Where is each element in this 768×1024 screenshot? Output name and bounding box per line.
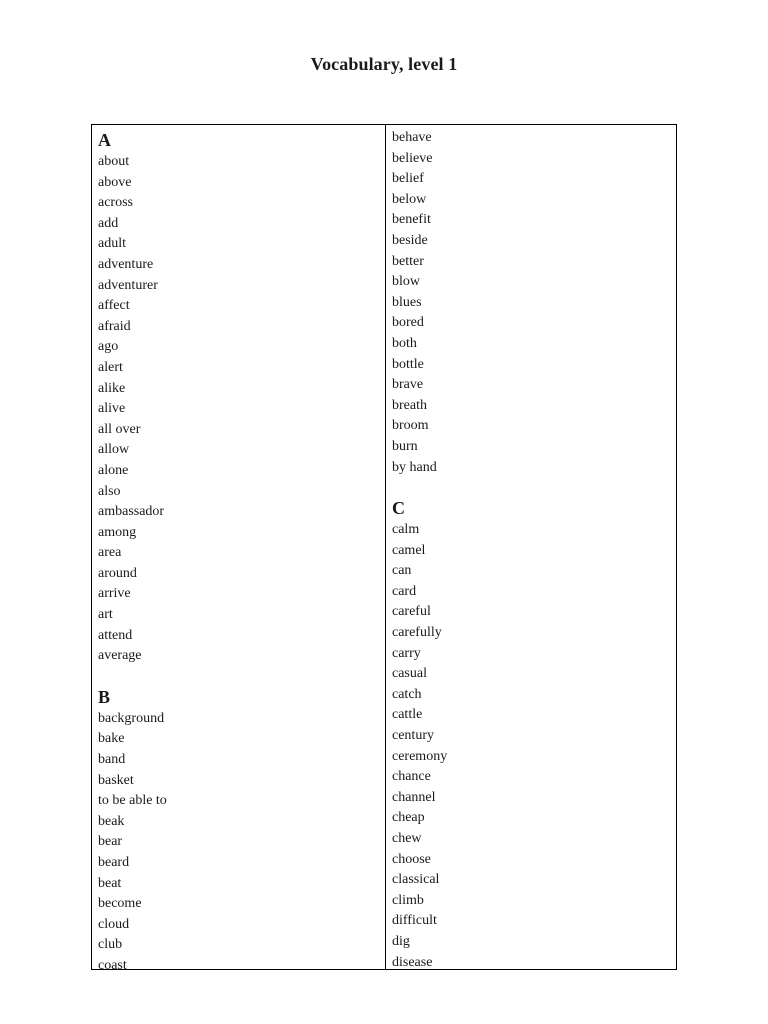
vocab-word: alert [98, 359, 123, 375]
vocab-word: catch [392, 686, 422, 702]
vocab-word: classical [392, 872, 440, 888]
vocab-word: among [98, 524, 137, 540]
vocab-word: careful [392, 604, 431, 620]
vocab-word: camel [392, 542, 426, 558]
vocab-word: coast [98, 957, 127, 973]
vocab-word: afraid [98, 318, 131, 334]
page-title: Vocabulary, level 1 [310, 54, 458, 74]
vocab-word: brave [392, 377, 424, 393]
vocab-word: casual [392, 666, 427, 682]
vocab-word: adult [98, 236, 126, 252]
vocab-word: century [392, 728, 434, 744]
section-divider [98, 667, 385, 685]
vocab-word: behave [392, 130, 432, 145]
vocab-word: blow [392, 274, 420, 290]
right-column [386, 125, 676, 969]
word-list-b-continued [392, 128, 676, 478]
left-column [92, 125, 386, 973]
vocab-word: below [392, 191, 427, 207]
vocab-word: ceremony [392, 748, 448, 764]
vocab-word: calm [392, 522, 420, 538]
vocab-word: channel [392, 789, 436, 805]
vocab-word: adventure [98, 256, 154, 272]
vocab-word: choose [392, 851, 431, 867]
vocab-word: cattle [392, 707, 423, 723]
vocab-word: art [98, 607, 113, 623]
vocab-word: alive [98, 401, 126, 417]
vocab-word: also [98, 483, 121, 499]
vocab-word: card [392, 583, 417, 599]
vocab-word: difficult [392, 913, 437, 929]
vocab-word: dig [392, 933, 410, 949]
vocab-word: basket [98, 772, 134, 788]
vocab-word: ago [98, 339, 119, 355]
vocab-word: become [98, 896, 142, 912]
vocab-word: broom [392, 418, 429, 434]
vocab-word: about [98, 154, 130, 169]
vocab-word: alone [98, 462, 129, 478]
vocab-word: cloud [98, 916, 130, 932]
vocab-word: beat [98, 875, 122, 891]
vocab-word: affect [98, 298, 130, 314]
vocab-word: climb [392, 892, 424, 908]
vocab-word: band [98, 752, 126, 768]
vocab-word: better [392, 253, 424, 269]
vocab-word: above [98, 174, 132, 190]
section-letter-a: A [98, 130, 111, 150]
word-list-a [98, 152, 385, 667]
vocab-word: background [98, 710, 165, 726]
vocab-word: beak [98, 813, 125, 829]
vocab-word: across [98, 195, 133, 211]
vocab-word: arrive [98, 586, 131, 602]
section-letter-b: B [98, 686, 111, 707]
section-letter-c: C [392, 498, 405, 519]
vocab-word: adventurer [98, 277, 158, 293]
vocab-word: average [98, 648, 142, 664]
vocab-word: allow [98, 442, 130, 458]
vocab-word: club [98, 937, 123, 953]
vocab-word: chance [392, 769, 431, 785]
vocab-word: area [98, 545, 122, 561]
word-list-c [392, 520, 676, 973]
vocab-word: add [98, 215, 119, 231]
vocab-word: can [392, 563, 412, 579]
vocab-word: around [98, 565, 137, 581]
word-list-b [98, 709, 385, 977]
vocab-word: believe [392, 150, 433, 166]
vocab-word: breath [392, 397, 427, 413]
vocab-word: burn [392, 438, 418, 454]
vocab-word: alike [98, 380, 126, 396]
vocab-word: disease [392, 954, 433, 970]
vocab-word: ambassador [98, 504, 165, 520]
vocab-word: all over [98, 421, 141, 437]
vocab-word: both [392, 335, 417, 351]
vocab-word: to be able to [98, 793, 167, 809]
vocab-word: carefully [392, 625, 442, 641]
vocab-word: cheap [392, 810, 425, 826]
vocab-word: belief [392, 171, 424, 187]
vocab-word: bake [98, 731, 125, 747]
vocab-word: bored [392, 315, 424, 331]
vocab-word: bear [98, 834, 123, 850]
section-divider [392, 478, 676, 496]
vocabulary-table [91, 124, 677, 973]
vocab-word: carry [392, 645, 421, 661]
vocab-word: attend [98, 627, 133, 643]
vocab-word: chew [392, 831, 422, 846]
vocab-word: by hand [392, 459, 437, 475]
vocab-word: blues [392, 294, 422, 310]
vocab-word: beside [392, 232, 428, 248]
vocab-word: beard [98, 855, 130, 870]
vocab-word: bottle [392, 356, 424, 372]
vocab-word: benefit [392, 212, 431, 228]
